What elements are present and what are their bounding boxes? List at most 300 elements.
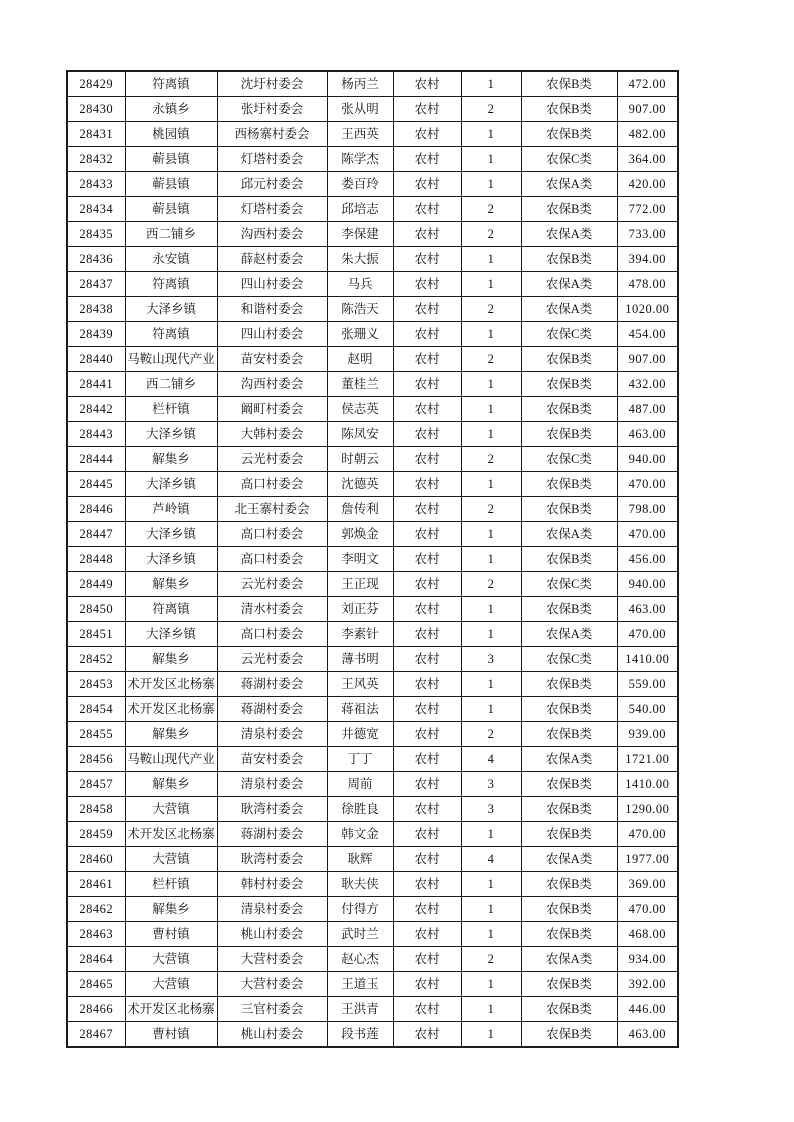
table-row	[67, 447, 678, 472]
cell-household-type: 农村	[393, 172, 461, 197]
cell-town: 桃园镇	[125, 122, 217, 147]
cell-insurance-category: 农保B类	[521, 122, 617, 147]
cell-town: 解集乡	[125, 772, 217, 797]
cell-household-type: 农村	[393, 71, 461, 97]
cell-insurance-category: 农保B类	[521, 722, 617, 747]
cell-insurance-category: 农保B类	[521, 497, 617, 522]
cell-record-id: 28440	[67, 347, 125, 372]
cell-record-id: 28437	[67, 272, 125, 297]
cell-record-id: 28456	[67, 747, 125, 772]
cell-record-id: 28429	[67, 71, 125, 97]
cell-village-committee: 云光村委会	[217, 572, 327, 597]
cell-town: 大泽乡镇	[125, 622, 217, 647]
cell-record-id: 28446	[67, 497, 125, 522]
cell-person-name: 陈凤安	[327, 422, 393, 447]
cell-insurance-category: 农保B类	[521, 972, 617, 997]
cell-person-name: 武时兰	[327, 922, 393, 947]
cell-person-count: 1	[461, 272, 521, 297]
cell-person-count: 1	[461, 1022, 521, 1048]
cell-village-committee: 张圩村委会	[217, 97, 327, 122]
cell-amount: 470.00	[617, 522, 678, 547]
cell-person-name: 赵心杰	[327, 947, 393, 972]
cell-insurance-category: 农保C类	[521, 322, 617, 347]
cell-amount: 940.00	[617, 447, 678, 472]
cell-person-count: 1	[461, 422, 521, 447]
cell-household-type: 农村	[393, 547, 461, 572]
cell-person-name: 张从明	[327, 97, 393, 122]
cell-person-name: 张珊义	[327, 322, 393, 347]
cell-record-id: 28436	[67, 247, 125, 272]
cell-insurance-category: 农保B类	[521, 697, 617, 722]
cell-person-name: 徐胜良	[327, 797, 393, 822]
cell-town: 大泽乡镇	[125, 297, 217, 322]
cell-person-count: 1	[461, 372, 521, 397]
cell-town: 解集乡	[125, 447, 217, 472]
cell-record-id: 28443	[67, 422, 125, 447]
cell-record-id: 28442	[67, 397, 125, 422]
cell-village-committee: 蒋湖村委会	[217, 822, 327, 847]
cell-household-type: 农村	[393, 722, 461, 747]
table-row	[67, 772, 678, 797]
cell-household-type: 农村	[393, 422, 461, 447]
cell-person-count: 1	[461, 622, 521, 647]
cell-village-committee: 大韩村委会	[217, 422, 327, 447]
cell-insurance-category: 农保A类	[521, 297, 617, 322]
cell-insurance-category: 农保C类	[521, 147, 617, 172]
table-row	[67, 122, 678, 147]
cell-person-count: 1	[461, 897, 521, 922]
cell-household-type: 农村	[393, 672, 461, 697]
cell-record-id: 28452	[67, 647, 125, 672]
cell-person-count: 2	[461, 97, 521, 122]
table-row	[67, 547, 678, 572]
cell-record-id: 28448	[67, 547, 125, 572]
cell-person-count: 2	[461, 222, 521, 247]
cell-person-name: 陈学杰	[327, 147, 393, 172]
cell-amount: 1410.00	[617, 772, 678, 797]
cell-household-type: 农村	[393, 897, 461, 922]
table-row	[67, 697, 678, 722]
cell-insurance-category: 农保A类	[521, 272, 617, 297]
table-row	[67, 197, 678, 222]
cell-record-id: 28454	[67, 697, 125, 722]
cell-household-type: 农村	[393, 972, 461, 997]
cell-village-committee: 邱元村委会	[217, 172, 327, 197]
cell-household-type: 农村	[393, 397, 461, 422]
cell-amount: 540.00	[617, 697, 678, 722]
cell-person-count: 2	[461, 947, 521, 972]
table-row	[67, 647, 678, 672]
cell-person-name: 耿夫侠	[327, 872, 393, 897]
cell-town: 大营镇	[125, 947, 217, 972]
cell-town: 大营镇	[125, 972, 217, 997]
cell-person-name: 邱培志	[327, 197, 393, 222]
cell-record-id: 28460	[67, 847, 125, 872]
cell-person-count: 2	[461, 497, 521, 522]
cell-person-count: 1	[461, 822, 521, 847]
cell-village-committee: 苗安村委会	[217, 347, 327, 372]
cell-town: 术开发区北杨寨	[125, 997, 217, 1022]
cell-person-name: 李明文	[327, 547, 393, 572]
cell-amount: 559.00	[617, 672, 678, 697]
cell-household-type: 农村	[393, 947, 461, 972]
cell-household-type: 农村	[393, 197, 461, 222]
cell-record-id: 28438	[67, 297, 125, 322]
table-row	[67, 822, 678, 847]
cell-village-committee: 苗安村委会	[217, 747, 327, 772]
cell-person-count: 1	[461, 322, 521, 347]
cell-amount: 456.00	[617, 547, 678, 572]
cell-amount: 468.00	[617, 922, 678, 947]
cell-person-count: 2	[461, 347, 521, 372]
cell-village-committee: 大营村委会	[217, 972, 327, 997]
cell-person-name: 马兵	[327, 272, 393, 297]
cell-town: 大泽乡镇	[125, 472, 217, 497]
table-row	[67, 372, 678, 397]
cell-record-id: 28464	[67, 947, 125, 972]
cell-amount: 940.00	[617, 572, 678, 597]
cell-amount: 463.00	[617, 422, 678, 447]
cell-village-committee: 清泉村委会	[217, 897, 327, 922]
cell-town: 曹村镇	[125, 1022, 217, 1048]
cell-town: 大营镇	[125, 797, 217, 822]
cell-village-committee: 西杨寨村委会	[217, 122, 327, 147]
cell-record-id: 28451	[67, 622, 125, 647]
cell-household-type: 农村	[393, 622, 461, 647]
cell-person-count: 1	[461, 522, 521, 547]
cell-town: 蕲县镇	[125, 147, 217, 172]
cell-person-name: 李保建	[327, 222, 393, 247]
cell-insurance-category: 农保A类	[521, 847, 617, 872]
cell-insurance-category: 农保A类	[521, 747, 617, 772]
cell-person-name: 井德宽	[327, 722, 393, 747]
cell-person-count: 1	[461, 597, 521, 622]
table-row	[67, 272, 678, 297]
cell-insurance-category: 农保B类	[521, 1022, 617, 1048]
cell-amount: 487.00	[617, 397, 678, 422]
cell-town: 大泽乡镇	[125, 522, 217, 547]
cell-town: 大营镇	[125, 847, 217, 872]
cell-insurance-category: 农保B类	[521, 97, 617, 122]
cell-village-committee: 北王寨村委会	[217, 497, 327, 522]
cell-record-id: 28458	[67, 797, 125, 822]
cell-insurance-category: 农保B类	[521, 372, 617, 397]
cell-record-id: 28430	[67, 97, 125, 122]
cell-record-id: 28457	[67, 772, 125, 797]
cell-village-committee: 清泉村委会	[217, 722, 327, 747]
cell-record-id: 28435	[67, 222, 125, 247]
cell-person-name: 沈德英	[327, 472, 393, 497]
cell-amount: 798.00	[617, 497, 678, 522]
cell-household-type: 农村	[393, 697, 461, 722]
cell-village-committee: 沈圩村委会	[217, 71, 327, 97]
cell-village-committee: 蒋湖村委会	[217, 697, 327, 722]
cell-household-type: 农村	[393, 597, 461, 622]
cell-insurance-category: 农保B类	[521, 422, 617, 447]
table-row	[67, 722, 678, 747]
cell-village-committee: 清泉村委会	[217, 772, 327, 797]
records-table-body	[67, 71, 678, 1047]
table-row	[67, 872, 678, 897]
cell-household-type: 农村	[393, 1022, 461, 1048]
cell-insurance-category: 农保B类	[521, 547, 617, 572]
cell-household-type: 农村	[393, 147, 461, 172]
cell-person-count: 4	[461, 847, 521, 872]
cell-person-count: 1	[461, 997, 521, 1022]
cell-household-type: 农村	[393, 272, 461, 297]
cell-village-committee: 四山村委会	[217, 322, 327, 347]
cell-town: 蕲县镇	[125, 197, 217, 222]
cell-record-id: 28455	[67, 722, 125, 747]
cell-amount: 470.00	[617, 622, 678, 647]
table-row	[67, 997, 678, 1022]
table-row	[67, 422, 678, 447]
cell-village-committee: 清水村委会	[217, 597, 327, 622]
cell-person-count: 1	[461, 397, 521, 422]
table-row	[67, 97, 678, 122]
cell-person-name: 段书莲	[327, 1022, 393, 1048]
cell-village-committee: 三官村委会	[217, 997, 327, 1022]
cell-village-committee: 桃山村委会	[217, 1022, 327, 1048]
cell-person-count: 1	[461, 922, 521, 947]
cell-amount: 934.00	[617, 947, 678, 972]
cell-household-type: 农村	[393, 797, 461, 822]
cell-person-count: 2	[461, 447, 521, 472]
cell-insurance-category: 农保B类	[521, 247, 617, 272]
cell-person-name: 王洪青	[327, 997, 393, 1022]
cell-household-type: 农村	[393, 247, 461, 272]
table-row	[67, 347, 678, 372]
cell-person-name: 詹传利	[327, 497, 393, 522]
table-row	[67, 622, 678, 647]
cell-amount: 369.00	[617, 872, 678, 897]
cell-town: 马鞍山现代产业	[125, 347, 217, 372]
cell-household-type: 农村	[393, 222, 461, 247]
cell-amount: 470.00	[617, 472, 678, 497]
cell-person-name: 付得方	[327, 897, 393, 922]
cell-person-count: 1	[461, 247, 521, 272]
cell-person-name: 郭焕金	[327, 522, 393, 547]
table-row	[67, 247, 678, 272]
cell-person-name: 王道玉	[327, 972, 393, 997]
cell-insurance-category: 农保B类	[521, 797, 617, 822]
cell-town: 栏杆镇	[125, 397, 217, 422]
cell-amount: 446.00	[617, 997, 678, 1022]
cell-village-committee: 云光村委会	[217, 647, 327, 672]
cell-record-id: 28453	[67, 672, 125, 697]
cell-record-id: 28447	[67, 522, 125, 547]
cell-person-name: 耿辉	[327, 847, 393, 872]
table-row	[67, 297, 678, 322]
cell-person-name: 董桂兰	[327, 372, 393, 397]
cell-person-name: 韩文金	[327, 822, 393, 847]
cell-record-id: 28445	[67, 472, 125, 497]
cell-village-committee: 沟西村委会	[217, 222, 327, 247]
cell-person-count: 1	[461, 972, 521, 997]
cell-person-count: 3	[461, 797, 521, 822]
table-row	[67, 972, 678, 997]
cell-insurance-category: 农保B类	[521, 197, 617, 222]
cell-person-count: 2	[461, 722, 521, 747]
cell-insurance-category: 农保B类	[521, 872, 617, 897]
cell-town: 马鞍山现代产业	[125, 747, 217, 772]
cell-amount: 470.00	[617, 822, 678, 847]
cell-household-type: 农村	[393, 647, 461, 672]
cell-person-count: 4	[461, 747, 521, 772]
cell-person-count: 1	[461, 672, 521, 697]
cell-household-type: 农村	[393, 372, 461, 397]
cell-amount: 394.00	[617, 247, 678, 272]
cell-amount: 454.00	[617, 322, 678, 347]
cell-village-committee: 沟西村委会	[217, 372, 327, 397]
cell-record-id: 28463	[67, 922, 125, 947]
cell-village-committee: 韩村村委会	[217, 872, 327, 897]
cell-household-type: 农村	[393, 847, 461, 872]
cell-amount: 470.00	[617, 897, 678, 922]
cell-person-name: 娄百玲	[327, 172, 393, 197]
cell-person-count: 1	[461, 472, 521, 497]
cell-amount: 1721.00	[617, 747, 678, 772]
cell-person-count: 3	[461, 647, 521, 672]
cell-amount: 1020.00	[617, 297, 678, 322]
cell-town: 符离镇	[125, 597, 217, 622]
cell-village-committee: 阚町村委会	[217, 397, 327, 422]
table-row	[67, 522, 678, 547]
cell-insurance-category: 农保A类	[521, 522, 617, 547]
table-row	[67, 497, 678, 522]
cell-record-id: 28441	[67, 372, 125, 397]
cell-household-type: 农村	[393, 772, 461, 797]
cell-insurance-category: 农保C类	[521, 647, 617, 672]
table-row	[67, 1022, 678, 1048]
cell-insurance-category: 农保B类	[521, 922, 617, 947]
cell-record-id: 28434	[67, 197, 125, 222]
table-row	[67, 322, 678, 347]
cell-person-name: 赵明	[327, 347, 393, 372]
cell-person-name: 陈浩天	[327, 297, 393, 322]
cell-amount: 463.00	[617, 597, 678, 622]
table-row	[67, 222, 678, 247]
cell-insurance-category: 农保B类	[521, 997, 617, 1022]
cell-person-count: 1	[461, 122, 521, 147]
cell-person-count: 2	[461, 572, 521, 597]
cell-amount: 1977.00	[617, 847, 678, 872]
cell-village-committee: 桃山村委会	[217, 922, 327, 947]
cell-amount: 463.00	[617, 1022, 678, 1048]
cell-amount: 772.00	[617, 197, 678, 222]
cell-town: 术开发区北杨寨	[125, 822, 217, 847]
cell-village-committee: 灯塔村委会	[217, 147, 327, 172]
cell-insurance-category: 农保B类	[521, 897, 617, 922]
table-row	[67, 922, 678, 947]
cell-amount: 392.00	[617, 972, 678, 997]
cell-insurance-category: 农保B类	[521, 347, 617, 372]
cell-person-name: 王风英	[327, 672, 393, 697]
cell-town: 解集乡	[125, 722, 217, 747]
cell-insurance-category: 农保A类	[521, 622, 617, 647]
cell-insurance-category: 农保C类	[521, 572, 617, 597]
cell-household-type: 农村	[393, 522, 461, 547]
cell-record-id: 28433	[67, 172, 125, 197]
cell-person-count: 1	[461, 71, 521, 97]
table-row	[67, 397, 678, 422]
cell-town: 栏杆镇	[125, 872, 217, 897]
cell-household-type: 农村	[393, 297, 461, 322]
cell-village-committee: 高口村委会	[217, 547, 327, 572]
cell-town: 解集乡	[125, 647, 217, 672]
cell-insurance-category: 农保A类	[521, 947, 617, 972]
cell-village-committee: 耿湾村委会	[217, 797, 327, 822]
cell-insurance-category: 农保B类	[521, 472, 617, 497]
table-row	[67, 597, 678, 622]
cell-town: 解集乡	[125, 897, 217, 922]
cell-person-name: 王西英	[327, 122, 393, 147]
cell-town: 曹村镇	[125, 922, 217, 947]
table-row	[67, 71, 678, 97]
cell-town: 大泽乡镇	[125, 547, 217, 572]
cell-person-name: 丁丁	[327, 747, 393, 772]
cell-amount: 482.00	[617, 122, 678, 147]
records-table	[66, 70, 679, 1048]
table-row	[67, 672, 678, 697]
cell-village-committee: 高口村委会	[217, 522, 327, 547]
cell-person-name: 朱大振	[327, 247, 393, 272]
cell-village-committee: 大营村委会	[217, 947, 327, 972]
cell-household-type: 农村	[393, 872, 461, 897]
cell-amount: 1410.00	[617, 647, 678, 672]
table-row	[67, 572, 678, 597]
cell-person-name: 李素针	[327, 622, 393, 647]
table-row	[67, 947, 678, 972]
cell-person-count: 1	[461, 147, 521, 172]
cell-village-committee: 薛赵村委会	[217, 247, 327, 272]
cell-town: 符离镇	[125, 322, 217, 347]
cell-insurance-category: 农保A类	[521, 172, 617, 197]
table-row	[67, 747, 678, 772]
cell-person-name: 侯志英	[327, 397, 393, 422]
cell-person-count: 2	[461, 197, 521, 222]
cell-village-committee: 和谐村委会	[217, 297, 327, 322]
cell-household-type: 农村	[393, 922, 461, 947]
cell-record-id: 28439	[67, 322, 125, 347]
cell-town: 芦岭镇	[125, 497, 217, 522]
cell-amount: 364.00	[617, 147, 678, 172]
cell-record-id: 28444	[67, 447, 125, 472]
cell-person-count: 1	[461, 547, 521, 572]
cell-town: 西二铺乡	[125, 222, 217, 247]
cell-insurance-category: 农保B类	[521, 822, 617, 847]
cell-amount: 478.00	[617, 272, 678, 297]
cell-record-id: 28465	[67, 972, 125, 997]
cell-amount: 907.00	[617, 347, 678, 372]
table-row	[67, 147, 678, 172]
cell-village-committee: 高口村委会	[217, 622, 327, 647]
cell-village-committee: 四山村委会	[217, 272, 327, 297]
cell-household-type: 农村	[393, 322, 461, 347]
table-row	[67, 897, 678, 922]
table-row	[67, 472, 678, 497]
cell-village-committee: 云光村委会	[217, 447, 327, 472]
cell-town: 术开发区北杨寨	[125, 697, 217, 722]
cell-record-id: 28432	[67, 147, 125, 172]
cell-town: 术开发区北杨寨	[125, 672, 217, 697]
cell-person-name: 蒋祖法	[327, 697, 393, 722]
cell-person-count: 1	[461, 872, 521, 897]
cell-household-type: 农村	[393, 822, 461, 847]
cell-record-id: 28461	[67, 872, 125, 897]
cell-record-id: 28467	[67, 1022, 125, 1048]
cell-amount: 1290.00	[617, 797, 678, 822]
